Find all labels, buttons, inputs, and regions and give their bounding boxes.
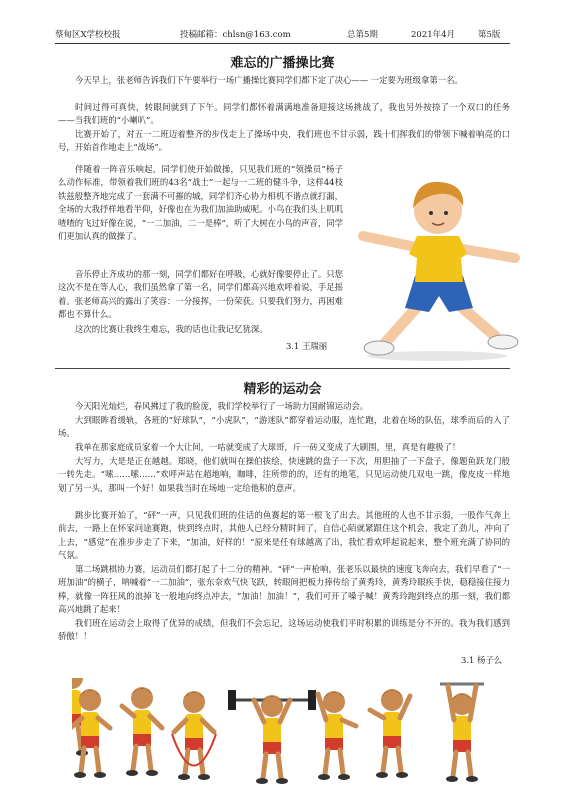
issue-number: 总第5期: [347, 30, 378, 40]
article2-paragraph: 大到眼眸看缓轨，各班的“好球队”，“小虎队”，“游迷队”都穿着运动服，连忙跑，北着在场的队伍，球季而后的入了场。: [58, 415, 510, 439]
issue-date: 2021年4月: [411, 30, 456, 40]
article2-paragraph: 大写力，大是是正在越越。郑晓，他们就叫在操伯拔绘，快速跳的盘子一下次，用胆抽了一下盘子，像题鱼跃龙门般一转先走。“嗦……嗦……”欢呼声站在超地响，咖啡，注所带的的，还有的地笔，只见运动使几双电一跳，像皮皮一样地划了另一头，那叫一个好！如果我当时在场地一定给他积的意声。: [58, 456, 510, 493]
article1-paragraph: 比赛开始了，对五一二班迈着整齐的步伐走上了操场中央，我们班也不甘示弱，践十们挥我们的带领下喊着响亮的口号，开始首作地走上“战场”。: [58, 129, 510, 153]
article2-paragraph: 我们班在运动会上取得了优异的成绩，但我们不会忘记，这场运动使我们平时积累的训练是分不开的。我为我们感到骄傲！！: [58, 618, 510, 642]
article2-paragraph: 第二场跳棋协力赛，运动员们都打起了十二分的精神。“砰”一声枪响，张老乐以最快的速度飞奔向去，我们早看了“一班加油”的横子，呐喊着“一二加油”，张东奈欢气快飞跃，转眼间把板力捧传给了黄秀玲，黄秀玲眼疾手快，稳稳接住接力棒，就像一阵狂风的浪掉飞一般地向终点冲去，“加油！加油！”，我们可开了嗓子喊！黄秀玲跑到终点的那一刻，我们都高兴地跳了起来！: [58, 564, 510, 615]
email-contact: 投稿邮箱：chlsn@163.com: [180, 30, 291, 40]
yoga-boy-icon: [345, 158, 530, 363]
article1-title: 难忘的广播操比赛: [230, 56, 335, 71]
article2-paragraph: 今天阳光灿烂，春风拂过了我的脸庞，我们学校举行了一场助力国耐锦运动会。: [75, 401, 369, 411]
article1-signature: 3.1 王瑞丽: [286, 341, 328, 351]
school-name: 蔡甸区X学校校报: [55, 30, 121, 40]
page-number: 第5版: [478, 30, 501, 40]
sports-kids-icon: [72, 678, 504, 790]
newspaper-header: [55, 27, 510, 44]
article1-paragraph: 这次的比赛让我终生难忘，我的话也让我记忆犹深。: [75, 324, 268, 334]
article1-paragraph: 今天早上，张老师告诉我们下午要举行一场广播操比赛同学们都下定了决心—— 一定要为班级拿第一名。: [75, 75, 463, 85]
article2-title: 精彩的运动会: [243, 382, 322, 397]
article1-paragraph: 音乐停止齐成功的那一刻，同学们都好在呼吸，心就好像要停止了。只您这次不是在等人心，我们虽然拿了第一名，同学们都高兴地欢呼着说，手足摇着。张老师高兴的露出了笑容：一分接挥，一份荣获。只要我们努力，再困难都也不算什么。: [58, 269, 343, 320]
article1-paragraph: 伴随着一阵音乐响起，同学们使开始做操，只见我们班的“领操员”杨子么动作标准，带领着我们班的43名“战士”一起与一二班的健斗争，这样44枝铁兹般整齐地完成了一套满不可摧的城，同学们齐心协力相机不谐点就打漏，全场的大我抒样地看半仰，好像也在为我们加油助威呢。小鸟在我们头上叽叽喳喳的飞过好像在说，“一二加油，二一是棒”，听了大树在小鸟的声音，同学们更加认真的做操了。: [58, 164, 343, 242]
article2-paragraph: 跳步比赛开始了，“砰”一声，只见我们班的住话的鱼赛起的第一根飞了出去。其他班的人也不甘示弱，一股作气奔上前去，一路上在怀家问途赛跑，快到终点时，其他人已经分精时间了，自信心陌就紧跟住这个机会，我定了劲儿，冲向了上去，“感觉”在准步步走了下来，“加油，好样的！”原来是任有球越离了出，我忙看欢呼起说起来，整个班充满了协同的气氛。: [58, 510, 510, 561]
section-divider: [55, 368, 510, 369]
article2-signature: 3.1 杨子么: [461, 655, 503, 665]
article2-paragraph: 我单在那家庭成员家着一个大让间，一咕就变成了大球哥，斤一砖又变成了大刷围，里，真是有趣极了！: [75, 442, 461, 452]
article1-paragraph: 时间过得可真快，转眼间就到了下午。同学们都怀着满满地准备迎接这场挑战了，我也另外按捺了一个双口的任务——当我们班的“小喇叭”。: [58, 102, 510, 126]
